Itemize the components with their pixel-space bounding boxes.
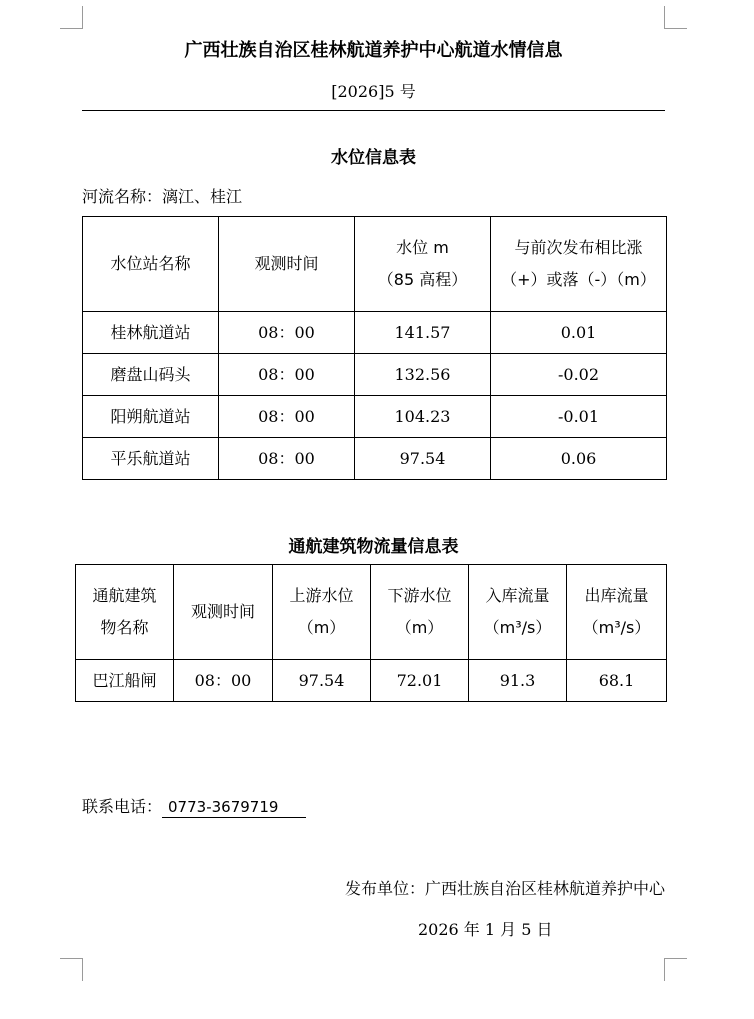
contact-label: 联系电话： [82, 797, 163, 816]
header-outflow [567, 565, 667, 660]
page-corner-mark-top-left [60, 6, 83, 29]
table-header-row [76, 565, 667, 660]
water-level-table [82, 216, 667, 480]
structure-name-cell: 巴江船闸 [76, 660, 174, 702]
table-row [83, 354, 667, 396]
header-inflow [469, 565, 567, 660]
time-cell: 08：00 [219, 354, 355, 396]
header-level-line2: （85 高程） [377, 270, 468, 289]
header-inflow-line1: 入库流量 [485, 586, 550, 605]
header-outflow-line1: 出库流量 [584, 586, 649, 605]
header-level-line1: 水位 m [396, 238, 449, 257]
header-level [355, 217, 491, 312]
page-corner-mark-top-right [664, 6, 687, 29]
level-cell: 97.54 [355, 438, 491, 480]
header-station: 水位站名称 [83, 217, 219, 312]
header-name-line1: 通航建筑 [92, 586, 157, 605]
header-downstream [371, 565, 469, 660]
change-cell: 0.06 [491, 438, 667, 480]
header-name-line2: 物名称 [100, 618, 149, 637]
header-change-line2: （+）或落（-）（m） [501, 270, 656, 289]
header-divider [82, 110, 665, 111]
time-cell: 08：00 [219, 396, 355, 438]
time-cell: 08：00 [219, 312, 355, 354]
header-change [491, 217, 667, 312]
change-cell: -0.02 [491, 354, 667, 396]
level-cell: 141.57 [355, 312, 491, 354]
level-cell: 132.56 [355, 354, 491, 396]
table-row [76, 660, 667, 702]
river-label: 河流名称： [82, 187, 163, 206]
change-cell: -0.01 [491, 396, 667, 438]
header-structure-name [76, 565, 174, 660]
header-time: 观测时间 [219, 217, 355, 312]
contact-phone: 0773-3679719 [162, 797, 306, 818]
header-downstream-line2: （m） [395, 618, 444, 637]
header-outflow-line2: （m³/s） [582, 618, 651, 637]
header-upstream-line1: 上游水位 [289, 586, 354, 605]
header-upstream [273, 565, 371, 660]
table-row [83, 396, 667, 438]
header-downstream-line1: 下游水位 [387, 586, 452, 605]
downstream-cell: 72.01 [371, 660, 469, 702]
flow-table-title: 通航建筑物流量信息表 [288, 537, 459, 557]
station-cell: 平乐航道站 [83, 438, 219, 480]
publisher-line: 发布单位：广西壮族自治区桂林航道养护中心 [344, 879, 665, 898]
station-cell: 磨盘山码头 [83, 354, 219, 396]
time-cell: 08：00 [174, 660, 273, 702]
station-cell: 桂林航道站 [83, 312, 219, 354]
table-row [83, 438, 667, 480]
header-change-line1: 与前次发布相比涨 [514, 238, 643, 257]
change-cell: 0.01 [491, 312, 667, 354]
river-names: 漓江、桂江 [162, 187, 243, 206]
inflow-cell: 91.3 [469, 660, 567, 702]
outflow-cell: 68.1 [567, 660, 667, 702]
page-corner-mark-bottom-left [60, 958, 83, 981]
river-name-line [82, 184, 242, 207]
publish-date: 2026 年 1 月 5 日 [418, 920, 553, 939]
header-inflow-line2: （m³/s） [483, 618, 552, 637]
table-row [83, 312, 667, 354]
upstream-cell: 97.54 [273, 660, 371, 702]
header-time: 观测时间 [174, 565, 273, 660]
time-cell: 08：00 [219, 438, 355, 480]
contact-line [82, 794, 306, 818]
page-corner-mark-bottom-right [664, 958, 687, 981]
level-cell: 104.23 [355, 396, 491, 438]
station-cell: 阳朔航道站 [83, 396, 219, 438]
header-upstream-line2: （m） [297, 618, 346, 637]
document-number: [2026]5 号 [331, 82, 416, 101]
document-title: 广西壮族自治区桂林航道养护中心航道水情信息 [184, 40, 563, 61]
water-level-table-title: 水位信息表 [331, 148, 416, 168]
table-header-row [83, 217, 667, 312]
flow-table [75, 564, 667, 702]
